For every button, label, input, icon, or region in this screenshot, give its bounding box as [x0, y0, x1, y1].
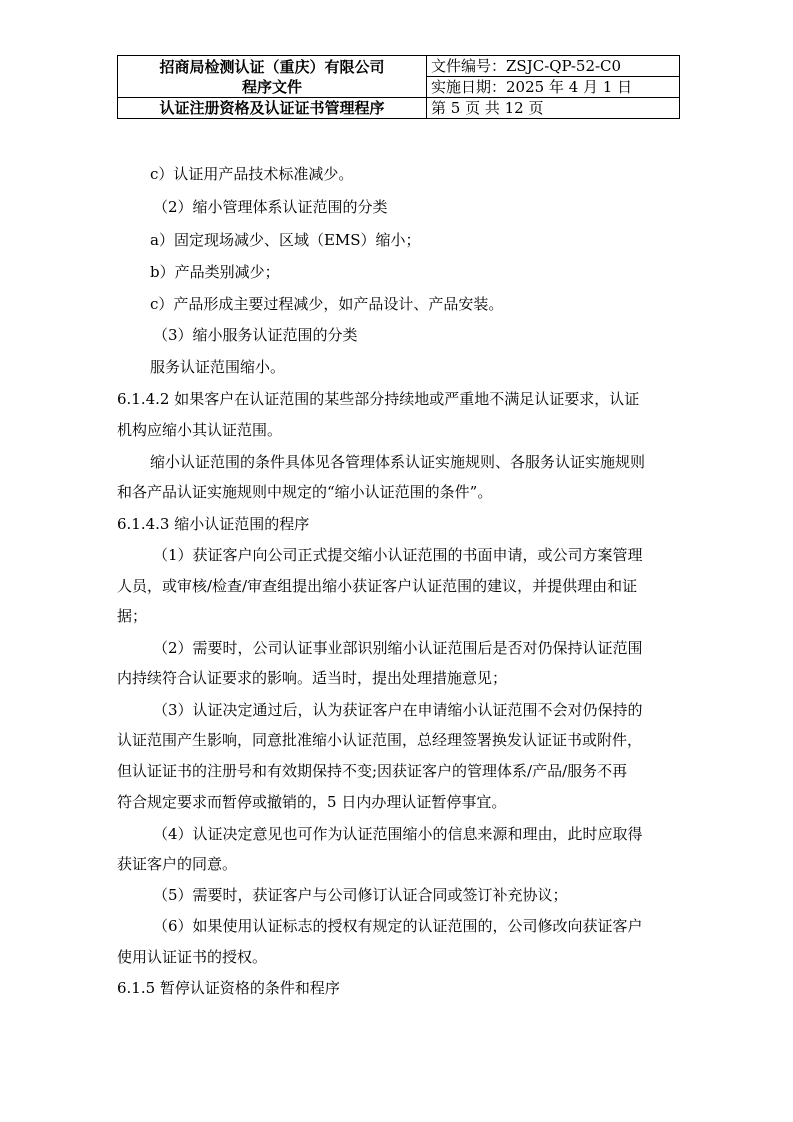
- header-company-cell: [118, 56, 427, 98]
- text-line: 机构应缩小其认证范围。: [117, 421, 283, 439]
- text-line: 内持续符合认证要求的影响。适当时，提出处理措施意见；: [117, 669, 508, 687]
- text-line: a）固定现场减少、区域（EMS）缩小；: [150, 231, 421, 249]
- text-line: 符合规定要求而暂停或撤销的，5 日内办理认证暂停事宜。: [117, 793, 507, 811]
- text-line: 获证客户的同意。: [117, 855, 238, 873]
- text-line: 和各产品认证实施规则中规定的“缩小认证范围的条件”。: [117, 483, 493, 501]
- text-line: 但认证证书的注册号和有效期保持不变;因获证客户的管理体系/产品/服务不再: [117, 762, 628, 780]
- text-line: 缩小认证范围的条件具体见各管理体系认证实施规则、各服务认证实施规则: [150, 453, 646, 471]
- file-number: 文件编号：ZSJC-QP-52-C0: [427, 56, 680, 77]
- text-line: 6.1.4.2 如果客户在认证范围的某些部分持续地或严重地不满足认证要求，认证: [117, 390, 640, 408]
- text-line: （5）需要时，获证客户与公司修订认证合同或签订补充协议；: [153, 886, 568, 904]
- text-line: 6.1.5 暂停认证资格的条件和程序: [117, 979, 340, 997]
- text-line: （3）缩小服务认证范围的分类: [153, 326, 358, 344]
- text-line: 服务认证范围缩小。: [150, 358, 286, 376]
- text-line: 6.1.4.3 缩小认证范围的程序: [117, 515, 310, 533]
- text-line: b）产品类别减少；: [150, 263, 280, 281]
- company-name: 招商局检测认证（重庆）有限公司: [159, 57, 385, 76]
- text-line: 使用认证证书的授权。: [117, 948, 268, 966]
- text-line: （1）获证客户向公司正式提交缩小认证范围的书面申请，或公司方案管理: [153, 546, 643, 564]
- text-line: （4）认证决定意见也可作为认证范围缩小的信息来源和理由，此时应取得: [153, 825, 643, 843]
- text-line: 据；: [117, 607, 148, 625]
- document-type: 程序文件: [241, 77, 302, 96]
- text-line: c）认证用产品技术标准减少。: [150, 165, 354, 183]
- document-header-table: [117, 55, 680, 119]
- document-title: 认证注册资格及认证证书管理程序: [118, 98, 427, 119]
- text-line: （6）如果使用认证标志的授权有规定的认证范围的，公司修改向获证客户: [153, 917, 643, 935]
- text-line: 认证范围产生影响，同意批准缩小认证范围，总经理签署换发认证证书或附件，: [117, 731, 643, 749]
- text-line: （3）认证决定通过后，认为获证客户在申请缩小认证范围不会对仍保持的: [153, 701, 643, 719]
- text-line: 人员，或审核/检查/审查组提出缩小获证客户认证范围的建议，并提供理由和证: [117, 577, 638, 595]
- text-line: （2）缩小管理体系认证范围的分类: [153, 198, 388, 216]
- effective-date: 实施日期：2025 年 4 月 1 日: [427, 77, 680, 98]
- page-info: 第 5 页 共 12 页: [427, 98, 680, 119]
- text-line: c）产品形成主要过程减少，如产品设计、产品安装。: [150, 295, 504, 313]
- text-line: （2）需要时，公司认证事业部识别缩小认证范围后是否对仍保持认证范围: [153, 639, 643, 657]
